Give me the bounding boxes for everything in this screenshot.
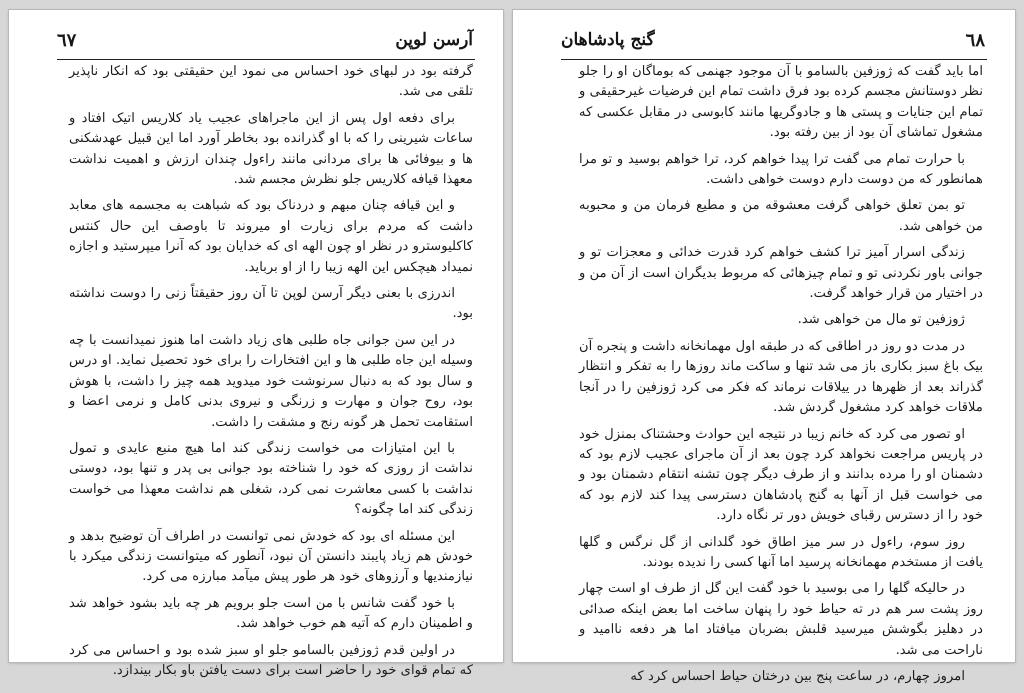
left-page-header bbox=[57, 22, 473, 58]
right-page-body bbox=[579, 62, 983, 693]
paragraph: در حالیکه گلها را می بوسید با خود گفت این گل از طرف او است چهار روز پشت سر هم در ته حیاط خود را پنهان ساخت اما بعض اینکه صدائی در دهلیز بگوشش میرسید قلبش بضربان میافتاد اما هر دفعه ناامید و ناراحت می شد. bbox=[579, 581, 983, 658]
paragraph: اندرزی با بعنی دیگر آرسن لوپن تا آن روز حقیقتاً زنی را دوست نداشته بود. bbox=[69, 286, 473, 322]
left-page bbox=[9, 10, 503, 678]
paragraph: برای دفعه اول پس از این ماجراهای عجیب یاد کلاریس اتیک افتاد و ساعات شیرینی را که با او گذرانده بود بخاطر آورد اما این قبیل عهدشکنی ها و بیوفائی ها برای مردانی مانند راءول چندان ارزش و اهمیت نداشت معهذا قیافه کلاریس جلو نظرش مجسم شد. bbox=[69, 110, 473, 188]
paragraph: امروز چهارم، در ساعت پنج بین درختان حیاط احساس کرد که bbox=[630, 668, 965, 684]
right-page-header bbox=[561, 22, 985, 58]
paragraph: در اولین قدم ژوزفین بالسامو جلو او سبز شده بود و احساس می کرد که تمام قوای خود را حاضر است برای دست یافتن باو بکار بیندازد. bbox=[69, 642, 473, 678]
paragraph: این مسئله ای بود که خودش نمی توانست در اطراف آن توضیح بدهد و خودش هم زیاد پایبند دانستن آن نبود، آنطور که میتوانست زندگی میکرد با نیازمندیها و آرزوهای خود هر طور پیش میآمد مبارزه می کرد. bbox=[69, 528, 473, 585]
header-rule bbox=[561, 59, 987, 60]
paragraph: گرفته بود در لبهای خود احساس می نمود این حقیقتی بود که انکار ناپذیر تلقی می شد. bbox=[69, 64, 473, 100]
running-title: آرسن لوپن bbox=[395, 30, 473, 50]
paragraph: با خود گفت شانس با من است جلو برویم هر چه باید بشود خواهد شد و اطمینان دارم که آتیه هم خوب خواهد شد. bbox=[69, 595, 473, 632]
paragraph: تو بمن تعلق خواهی گرفت معشوقه من و مطیع فرمان من و محبوبه من خواهی شد. bbox=[579, 198, 983, 234]
paragraph: زندگی اسرار آمیز ترا کشف خواهم کرد قدرت خدائی و معجزات تو و جوانی باور نکردنی تو و تمام چیزهائی که مربوط بدیگران است از آن من و در اختیار من قرار خواهد گرفت. bbox=[579, 245, 983, 302]
header-rule bbox=[57, 59, 475, 60]
paragraph: اما باید گفت که ژوزفین بالسامو با آن موجود جهنمی که بوماگان او را جلو نظر دوستانش مجسم کرده بود فرق داشت تمام این فرضیات غیرحقیقی و تمام این جنایات و پستی ها و جادوگریها مانند کابوسی در مقابل عکسی که مشغول تماشای آن بود از بین رفته بود. bbox=[579, 64, 983, 141]
paragraph: با حرارت تمام می گفت ترا پیدا خواهم کرد، ترا خواهم بوسید و تو مرا همانطور که من دوست دارم دوست خواهی داشت. bbox=[579, 151, 983, 188]
paragraph: او تصور می کرد که خانم زیبا در نتیجه این حوادث وحشتناک بمنزل خود در پاریس مراجعت نخواهد کرد چون بعد از آن ماجرای عجیب لازم بود که دشمنان او را مرده بدانند و از طرف دیگر چون تشنه انتقام دشمنان بود و می خواست قبل از آنها به گنج پادشاهان دسترسی پیدا کند لازم بود که خود را از دسترس رقبای خویش دور تر نگاه دارد. bbox=[579, 426, 983, 524]
paragraph: و این قیافه چنان مبهم و دردناک بود که شباهت به مجسمه های معابد داشت که مردم برای زیارت او میروند تا باوصف این حال کنتس کاکلیوسترو در نظر او چون الهه ای که خدایان بود که آنرا میپرستید و اجازه نمیداد هیچکس این الهه زیبا را از او برباید. bbox=[69, 198, 473, 275]
right-page bbox=[513, 10, 1015, 684]
paragraph: با این امتیازات می خواست زندگی کند اما هیچ منبع عایدی و تمول نداشت از روزی که خود را شناخته بود جوانی بی پدر و تنها بود، دوستی نداشت با کسی معاشرت نمی کرد، شغلی هم نداشت معهذا می خواست زندگی کند اما چگونه؟ bbox=[69, 440, 473, 518]
page-number: ٦٧ bbox=[57, 29, 77, 51]
paragraph: روز سوم، راءول در سر میز اطاق خود گلدانی از گل نرگس و گلها یافت از مستخدم مهمانخانه پرسید اما آنها کسی را ندیده بودند. bbox=[579, 534, 983, 570]
left-page-body bbox=[69, 62, 473, 687]
running-title: گنج پادشاهان bbox=[561, 30, 655, 50]
page-number: ٦٨ bbox=[965, 29, 985, 51]
paragraph: ژوزفین تو مال من خواهی شد. bbox=[797, 312, 965, 328]
paragraph: در مدت دو روز در اطاقی که در طبقه اول مهمانخانه داشت و پنجره آن بیک باغ سبز بکاری باز می شد تنها و ساکت ماند روزها را به تفکر و انتظار گذراند بعد از ظهرها در ییلاقات نرماند که فکر می کرد ژوزفین را در آنجا ملاقات خواهد کرد مشغول گردش شد. bbox=[579, 338, 983, 416]
paragraph: در این سن جوانی جاه طلبی های زیاد داشت اما هنوز نمیدانست با چه وسیله این جاه طلبی ها و این افتخارات را برای خود تحصیل نماید. او درس و سال بود که به دنبال سرنوشت خود میدوید همه چیز را داشت، با هوش بود، روح جوان و مهارت و زرنگی و نیروی بدنی کامل و نرمی اعضا و استقامت تحمل هر گونه رنج و مشقت را داشت. bbox=[69, 332, 473, 430]
